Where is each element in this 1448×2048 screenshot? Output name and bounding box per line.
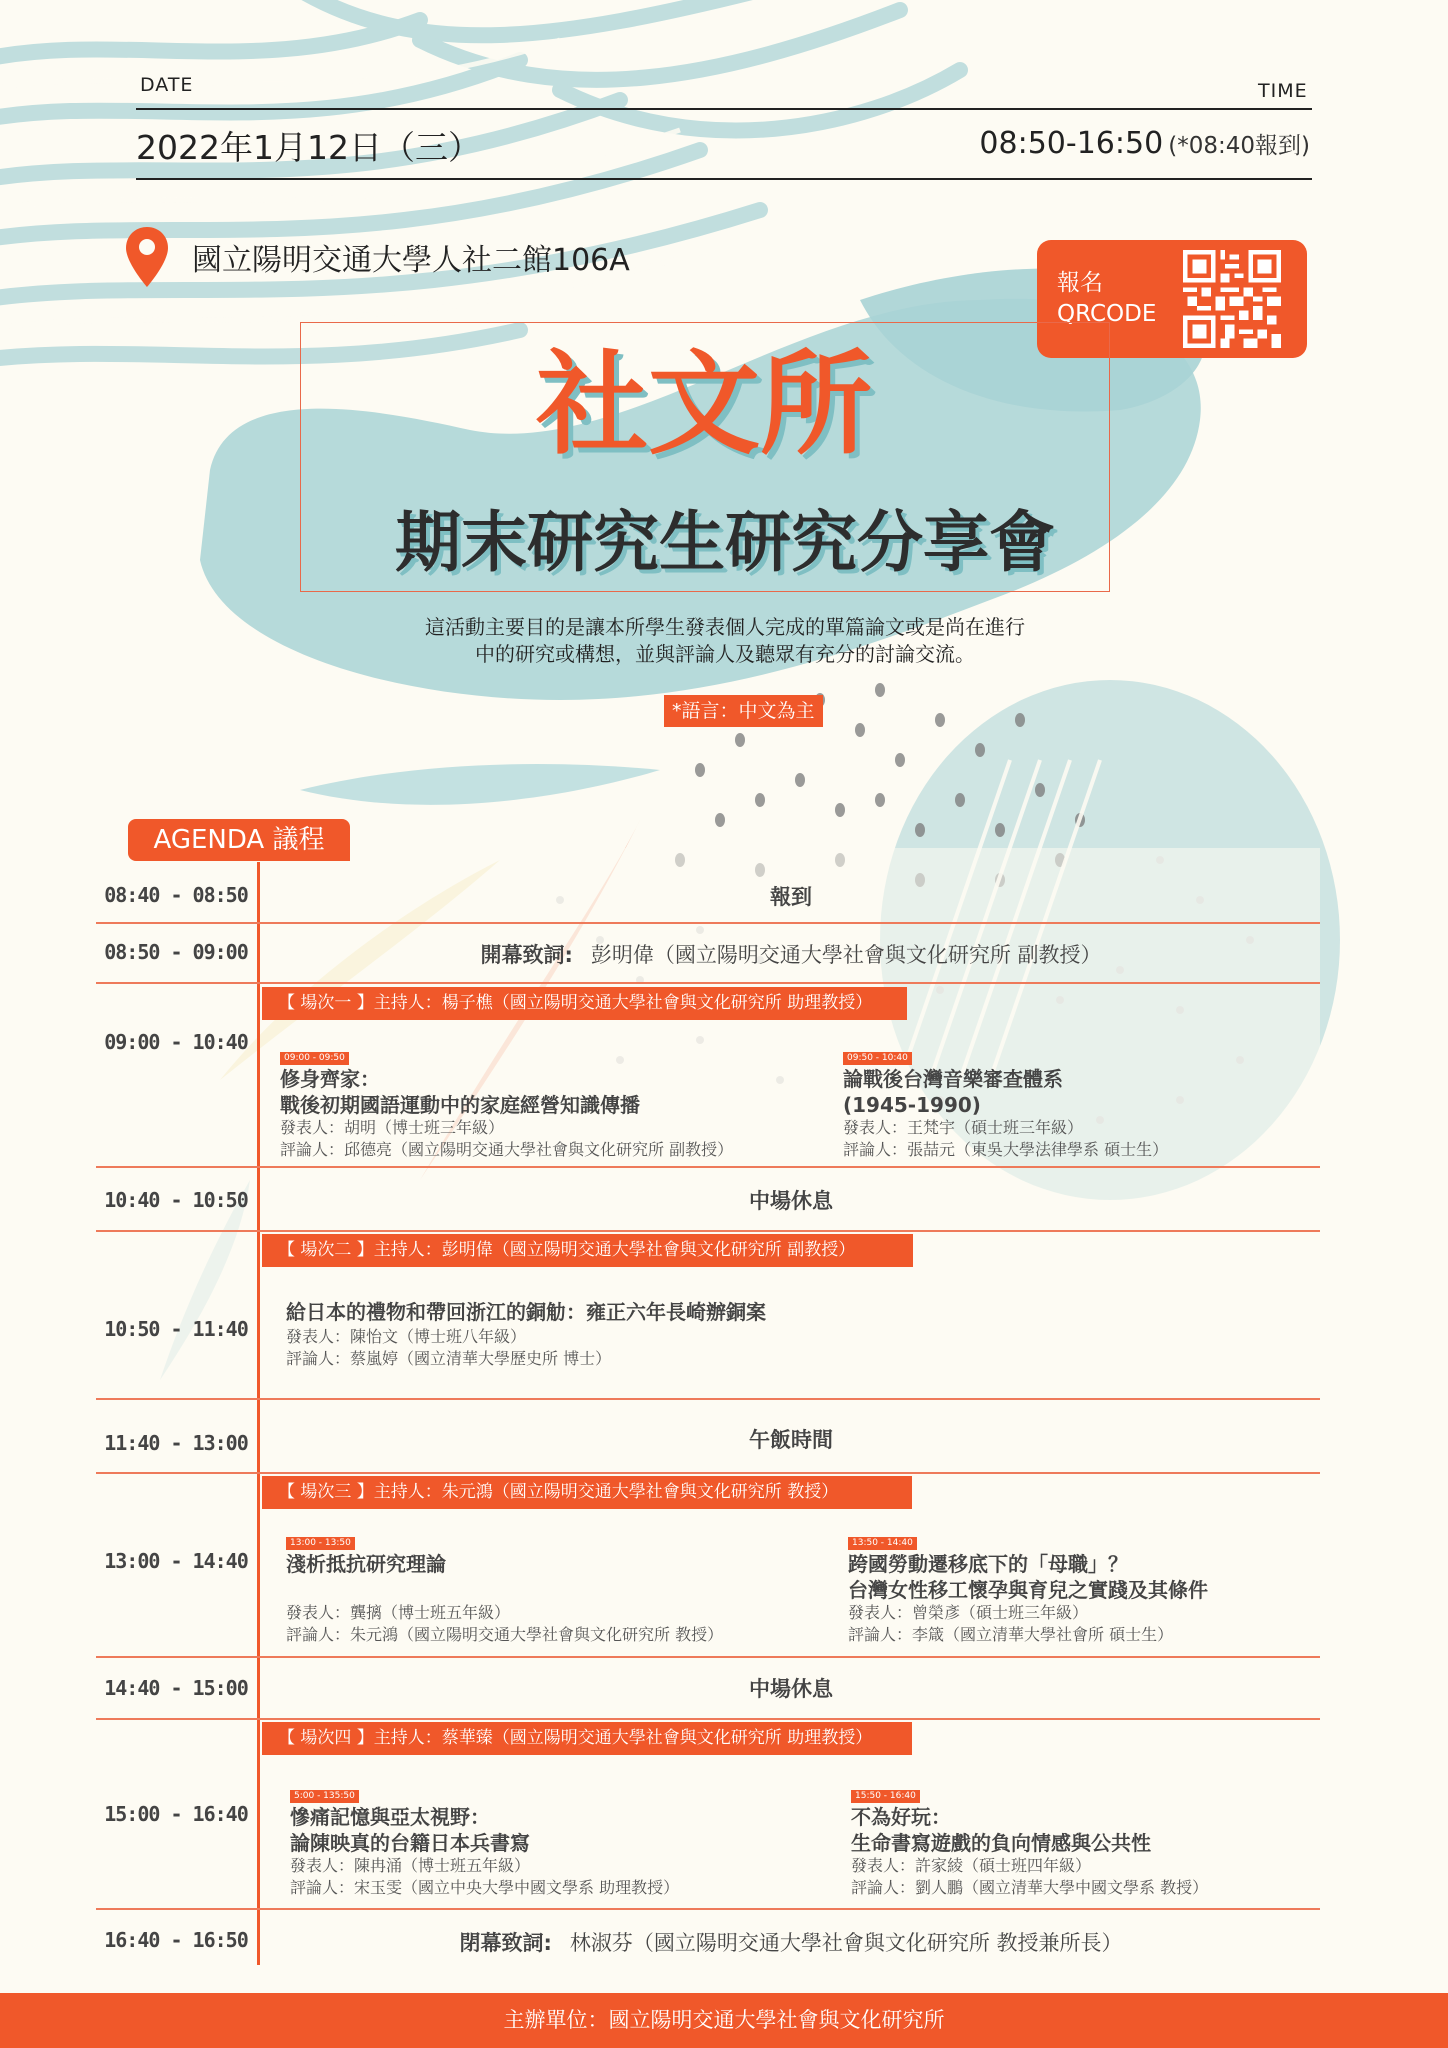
time-session4: 15:00 - 16:40 [104,1802,248,1826]
talk-presenter: 發表人：陳冉涌（博士班五年級） [290,1856,531,1875]
language-badge: *語言：中文為主 [664,695,823,727]
header-divider-bottom [136,178,1312,180]
talk-title: 給日本的禮物和帶回浙江的銅觔：雍正六年長崎辦銅案 [286,1300,766,1324]
time-opening: 08:50 - 09:00 [104,940,248,964]
talk-presenter: 發表人：曾榮彥（碩士班三年級） [848,1603,1089,1622]
talk-commentator: 評論人：李箴（國立清華大學社會所 碩士生） [848,1625,1174,1644]
session1-talk1 [280,1045,820,1161]
talk-presenter: 發表人：龔摛（博士班五年級） [286,1603,511,1622]
qr-label [1057,268,1177,330]
talk-title-line2: 生命書寫遊戲的負向情感與公共性 [851,1831,1151,1855]
row-divider [96,982,1320,984]
map-pin-icon [124,225,170,289]
talk-timeslot: 13:50 - 14:40 [848,1537,917,1550]
talk-title-line2: 戰後初期國語運動中的家庭經營知識傳播 [280,1093,640,1117]
row-divider [96,1472,1320,1474]
event-time [979,126,1310,161]
talk-timeslot: 09:00 - 09:50 [280,1052,349,1065]
time-break2: 14:40 - 15:00 [104,1676,248,1700]
page-subtitle: 期末研究生研究分享會 [395,503,1055,581]
qr-code-icon[interactable] [1183,250,1281,348]
row-divider [96,1398,1320,1400]
talk-commentator: 評論人：劉人鵬（國立清華大學中國文學系 教授） [851,1878,1209,1897]
opening-speaker: 彭明偉（國立陽明交通大學社會與文化研究所 副教授） [590,943,1102,967]
talk-title: 跨國勞動遷移底下的「母職」？ [848,1552,1128,1576]
talk-title-line2: 論陳映真的台籍日本兵書寫 [290,1831,530,1855]
talk-commentator: 評論人：張喆元（東吳大學法律學系 碩士生） [843,1140,1169,1159]
talk-title-line2: (1945-1990) [843,1093,981,1117]
talk-title: 淺析抵抗研究理論 [286,1552,446,1576]
talk-commentator: 評論人：邱德亮（國立陽明交通大學社會與文化研究所 副教授） [280,1140,734,1159]
session3-talk1 [286,1530,826,1646]
row-divider [96,1656,1320,1658]
break1-label: 中場休息 [749,1189,833,1213]
venue [124,225,630,289]
time-session1: 09:00 - 10:40 [104,1030,248,1054]
talk-presenter: 發表人：胡明（博士班三年級） [280,1118,505,1137]
time-closing: 16:40 - 16:50 [104,1928,248,1952]
row-divider [96,1166,1320,1168]
row-divider [96,922,1320,924]
opening-label: 開幕致詞: [480,943,573,967]
closing-remarks [262,1927,1320,1957]
talk-title-line2: 台灣女性移工懷孕與育兒之實踐及其條件 [848,1578,1208,1602]
talk-timeslot: 5:00 - 135:50 [290,1790,359,1803]
session2-header: 【 場次二 】主持人：彭明偉（國立陽明交通大學社會與文化研究所 副教授） [262,1234,913,1267]
event-time-value: 08:50-16:50 [979,126,1164,161]
talk-timeslot: 13:00 - 13:50 [286,1537,355,1550]
talk-commentator: 評論人：宋玉雯（國立中央大學中國文學系 助理教授） [290,1878,680,1897]
date-label: DATE [140,74,194,96]
page-title: 社文所 [536,339,872,470]
row-divider [96,1230,1320,1232]
agenda-label: AGENDA 議程 [128,819,350,861]
break2-label: 中場休息 [749,1677,833,1701]
session3-talk2 [848,1530,1313,1646]
time-label: TIME [1258,80,1308,102]
talk-commentator: 評論人：蔡嵐婷（國立清華大學歷史所 博士） [286,1349,612,1368]
session1-talk2 [843,1045,1313,1161]
row-divider [96,1718,1320,1720]
talk-commentator: 評論人：朱元鴻（國立陽明交通大學社會與文化研究所 教授） [286,1625,724,1644]
opening-remarks [262,939,1320,969]
footer-organizer: 主辦單位：國立陽明交通大學社會與文化研究所 [0,1993,1448,2048]
description-line1: 這活動主要目的是讓本所學生發表個人完成的單篇論文或是尚在進行 [425,615,1025,639]
description-line2: 中的研究或構想，並與評論人及聽眾有充分的討論交流。 [475,642,975,666]
agenda-timeline [257,862,260,1965]
row-divider [96,1908,1320,1910]
talk-presenter: 發表人：許家綾（碩士班四年級） [851,1856,1092,1875]
talk-presenter: 發表人：陳怡文（博士班八年級） [286,1327,527,1346]
qr-label-line2: QRCODE [1057,301,1157,327]
session4-talk2 [851,1783,1313,1899]
closing-label: 閉幕致詞: [459,1931,552,1955]
time-break1: 10:40 - 10:50 [104,1188,248,1212]
session3-header: 【 場次三 】主持人：朱元鴻（國立陽明交通大學社會與文化研究所 教授） [262,1476,912,1509]
event-date: 2022年1月12日（三） [136,128,481,167]
header-divider-top [136,108,1312,110]
event-description [330,614,1120,668]
talk-title: 論戰後台灣音樂審查體系 [843,1067,1063,1091]
time-lunch: 11:40 - 13:00 [104,1431,248,1455]
session4-header: 【 場次四 】主持人：蔡華臻（國立陽明交通大學社會與文化研究所 助理教授） [262,1722,912,1755]
qr-label-line1: 報名 [1057,270,1103,296]
talk-title-line2 [286,1578,826,1602]
venue-name: 國立陽明交通大學人社二館106A [192,243,630,278]
talk-timeslot: 09:50 - 10:40 [843,1052,912,1065]
closing-speaker: 林淑芬（國立陽明交通大學社會與文化研究所 教授兼所長） [569,1931,1123,1955]
session2-talk [286,1298,1086,1370]
time-session2: 10:50 - 11:40 [104,1317,248,1341]
talk-title: 慘痛記憶與亞太視野： [290,1805,490,1829]
time-session3: 13:00 - 14:40 [104,1549,248,1573]
session4-talk1 [290,1783,830,1899]
registration-label: 報到 [770,885,812,909]
session1-header: 【 場次一 】主持人：楊子樵（國立陽明交通大學社會與文化研究所 助理教授） [262,987,907,1020]
talk-timeslot: 15:50 - 16:40 [851,1790,920,1803]
time-registration: 08:40 - 08:50 [104,883,248,907]
lunch-label: 午飯時間 [749,1428,833,1452]
talk-presenter: 發表人：王梵宇（碩士班三年級） [843,1118,1084,1137]
talk-title: 修身齊家： [280,1067,380,1091]
event-time-note: (*08:40報到) [1168,133,1310,159]
talk-title: 不為好玩： [851,1805,951,1829]
